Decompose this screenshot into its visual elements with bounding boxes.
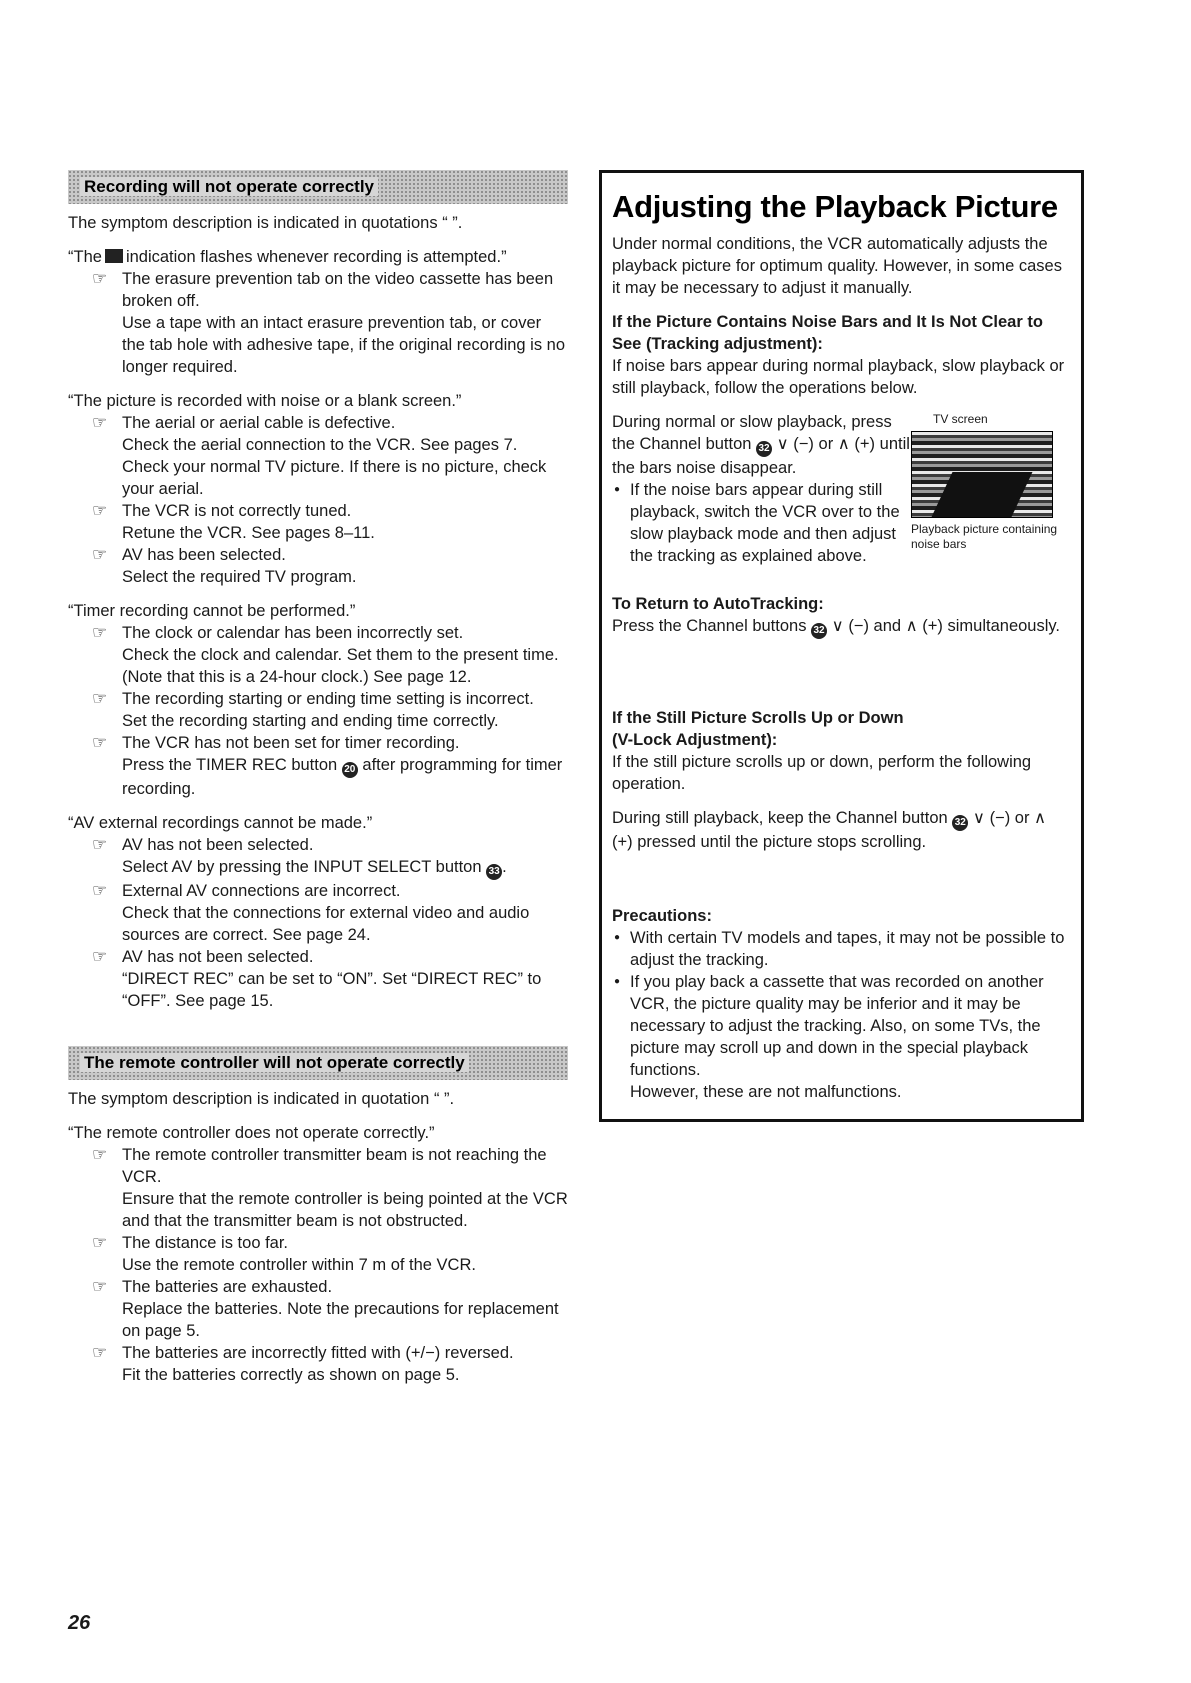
cause: ☞ The batteries are incorrectly fitted with (+/−) reversed. bbox=[92, 1343, 514, 1362]
spacer bbox=[612, 639, 1071, 695]
precaution-note: However, these are not malfunctions. bbox=[630, 1083, 902, 1101]
tv-screen-figure bbox=[911, 411, 1061, 552]
pointing-hand-icon: ☞ bbox=[92, 545, 108, 564]
remedy: Select the required TV program. bbox=[122, 568, 357, 586]
cause: ☞ The aerial or aerial cable is defective. bbox=[92, 413, 396, 432]
tv-caption: Playback picture containing noise bars bbox=[911, 522, 1058, 551]
pointing-hand-icon: ☞ bbox=[92, 835, 108, 854]
cause: ☞ The VCR has not been set for timer recording. bbox=[92, 733, 460, 752]
remedy: Select AV by pressing the INPUT SELECT button 33 . bbox=[68, 856, 568, 880]
button-number-badge: 33 bbox=[486, 864, 502, 880]
symptom: “The picture is recorded with noise or a blank screen.” bbox=[68, 392, 462, 410]
pointing-hand-icon: ☞ bbox=[92, 1343, 108, 1362]
remedy: Set the recording starting and ending time correctly. bbox=[122, 712, 499, 730]
precaution-item: ● With certain TV models and tapes, it may not be possible to adjust the tracking. bbox=[612, 927, 1071, 971]
cause: ☞ The erasure prevention tab on the video cassette has been broken off. bbox=[92, 269, 554, 310]
button-number-badge: 32 bbox=[952, 815, 968, 831]
pointing-hand-icon: ☞ bbox=[92, 733, 108, 752]
tracking-step-block bbox=[612, 411, 1071, 581]
symptom: “AV external recordings cannot be made.” bbox=[68, 814, 373, 832]
cause: ☞ AV has not been selected. bbox=[92, 835, 314, 854]
autotracking-text: Press the Channel buttons 32 ∨ (−) and ∧ (+) simultaneously. bbox=[612, 615, 1071, 639]
cause: ☞ External AV connections are incorrect. bbox=[92, 881, 401, 900]
remedy: “DIRECT REC” can be set to “ON”. Set “DIRECT REC” to “OFF”. See page 15. bbox=[122, 970, 542, 1010]
symptom: “The remote controller does not operate correctly.” bbox=[68, 1124, 435, 1142]
remedy: Check the aerial connection to the VCR. See pages 7. Check your normal TV picture. If there is no picture, check your aerial. bbox=[122, 436, 547, 498]
pointing-hand-icon: ☞ bbox=[92, 623, 108, 642]
pointing-hand-icon: ☞ bbox=[92, 413, 108, 432]
pointing-hand-icon: ☞ bbox=[92, 1233, 108, 1252]
button-number-badge: 32 bbox=[756, 441, 772, 457]
spacer bbox=[612, 853, 1071, 893]
pointing-hand-icon: ☞ bbox=[92, 269, 108, 288]
pointing-hand-icon: ☞ bbox=[92, 1277, 108, 1296]
remedy: Fit the batteries correctly as shown on page 5. bbox=[122, 1366, 460, 1384]
tracking-step-text bbox=[612, 411, 917, 567]
section-heading-recording: Recording will not operate correctly bbox=[68, 170, 568, 204]
vlock-heading-sub: (V-Lock Adjustment): bbox=[612, 731, 778, 749]
pointing-hand-icon: ☞ bbox=[92, 881, 108, 900]
tracking-desc: If noise bars appear during normal playback, slow playback or still playback, follow the operations below. bbox=[612, 357, 1065, 397]
tv-screen-label: TV screen bbox=[933, 412, 988, 426]
cause: ☞ The distance is too far. bbox=[92, 1233, 289, 1252]
remedy: Check the clock and calendar. Set them to the present time. (Note that this is a 24-hour clock.) See page 12. bbox=[122, 646, 559, 686]
tracking-bullet: ● If the noise bars appear during still playback, switch the VCR over to the slow playback mode and then adjust the tracking as explained above. bbox=[612, 479, 917, 567]
left-column bbox=[68, 170, 568, 1386]
tracking-heading: If the Picture Contains Noise Bars and It Is Not Clear to See (Tracking adjustment): bbox=[612, 313, 1043, 353]
remedy: Check that the connections for external video and audio sources are correct. See page 24. bbox=[122, 904, 530, 944]
pointing-hand-icon: ☞ bbox=[92, 501, 108, 520]
pointing-hand-icon: ☞ bbox=[92, 1145, 108, 1164]
playback-picture-panel bbox=[599, 170, 1084, 1122]
tracking-step: During normal or slow playback, press the Channel button 32 ∨ (−) or ∧ (+) until the bars noise disappear. bbox=[612, 413, 910, 477]
pointing-hand-icon: ☞ bbox=[92, 947, 108, 966]
remedy: Replace the batteries. Note the precautions for replacement on page 5. bbox=[122, 1300, 559, 1340]
page-title: Adjusting the Playback Picture bbox=[612, 189, 1058, 224]
vlock-step: During still playback, keep the Channel button 32 ∨ (−) or ∧ (+) pressed until the picture stops scrolling. bbox=[612, 809, 1047, 851]
section-heading-remote: The remote controller will not operate correctly bbox=[68, 1046, 568, 1080]
remedy: Use a tape with an intact erasure prevention tab, or cover the tab hole with adhesive tape, if the original recording is no longer required. bbox=[122, 314, 566, 376]
remedy: Ensure that the remote controller is being pointed at the VCR and that the transmitter beam is not obstructed. bbox=[122, 1190, 568, 1230]
intro-text: Under normal conditions, the VCR automatically adjusts the playback picture for optimum quality. However, in some cases it may be necessary to adjust it manually. bbox=[612, 235, 1062, 297]
symptom: “The indication flashes whenever recording is attempted.” bbox=[68, 248, 507, 266]
pointing-hand-icon: ☞ bbox=[92, 689, 108, 708]
remedy: Use the remote controller within 7 m of the VCR. bbox=[122, 1256, 476, 1274]
precaution-item: ● If you play back a cassette that was recorded on another VCR, the picture quality may be inferior and it may be necessary to adjust the tracking. Also, on some TVs, the picture may scroll up and down in the special playback functions. bbox=[612, 971, 1071, 1081]
section-intro: The symptom description is indicated in quotations “ ”. bbox=[68, 214, 463, 232]
cause: ☞ The VCR is not correctly tuned. bbox=[92, 501, 352, 520]
autotracking-heading: To Return to AutoTracking: bbox=[612, 595, 824, 613]
button-number-badge: 20 bbox=[342, 762, 358, 778]
cause: ☞ The clock or calendar has been incorrectly set. bbox=[92, 623, 464, 642]
remedy: Retune the VCR. See pages 8–11. bbox=[122, 524, 375, 542]
remedy: Press the TIMER REC button 20 after programming for timer recording. bbox=[122, 756, 563, 798]
page-number: 26 bbox=[68, 1612, 91, 1634]
rec-indicator-icon bbox=[105, 249, 123, 263]
cause: ☞ The recording starting or ending time setting is incorrect. bbox=[92, 689, 534, 708]
cause: ☞ AV has not been selected. bbox=[92, 947, 314, 966]
vlock-heading: If the Still Picture Scrolls Up or Down bbox=[612, 709, 904, 727]
noise-bars-picture bbox=[911, 431, 1053, 518]
cause: ☞ The batteries are exhausted. bbox=[92, 1277, 333, 1296]
vlock-desc: If the still picture scrolls up or down, perform the following operation. bbox=[612, 753, 1032, 793]
cause: ☞ AV has been selected. bbox=[92, 545, 286, 564]
precautions-heading: Precautions: bbox=[612, 907, 712, 925]
symptom: “Timer recording cannot be performed.” bbox=[68, 602, 356, 620]
button-number-badge: 32 bbox=[811, 623, 827, 639]
cause: ☞ The remote controller transmitter beam is not reaching the VCR. bbox=[92, 1145, 547, 1186]
section-intro: The symptom description is indicated in quotation “ ”. bbox=[68, 1090, 455, 1108]
